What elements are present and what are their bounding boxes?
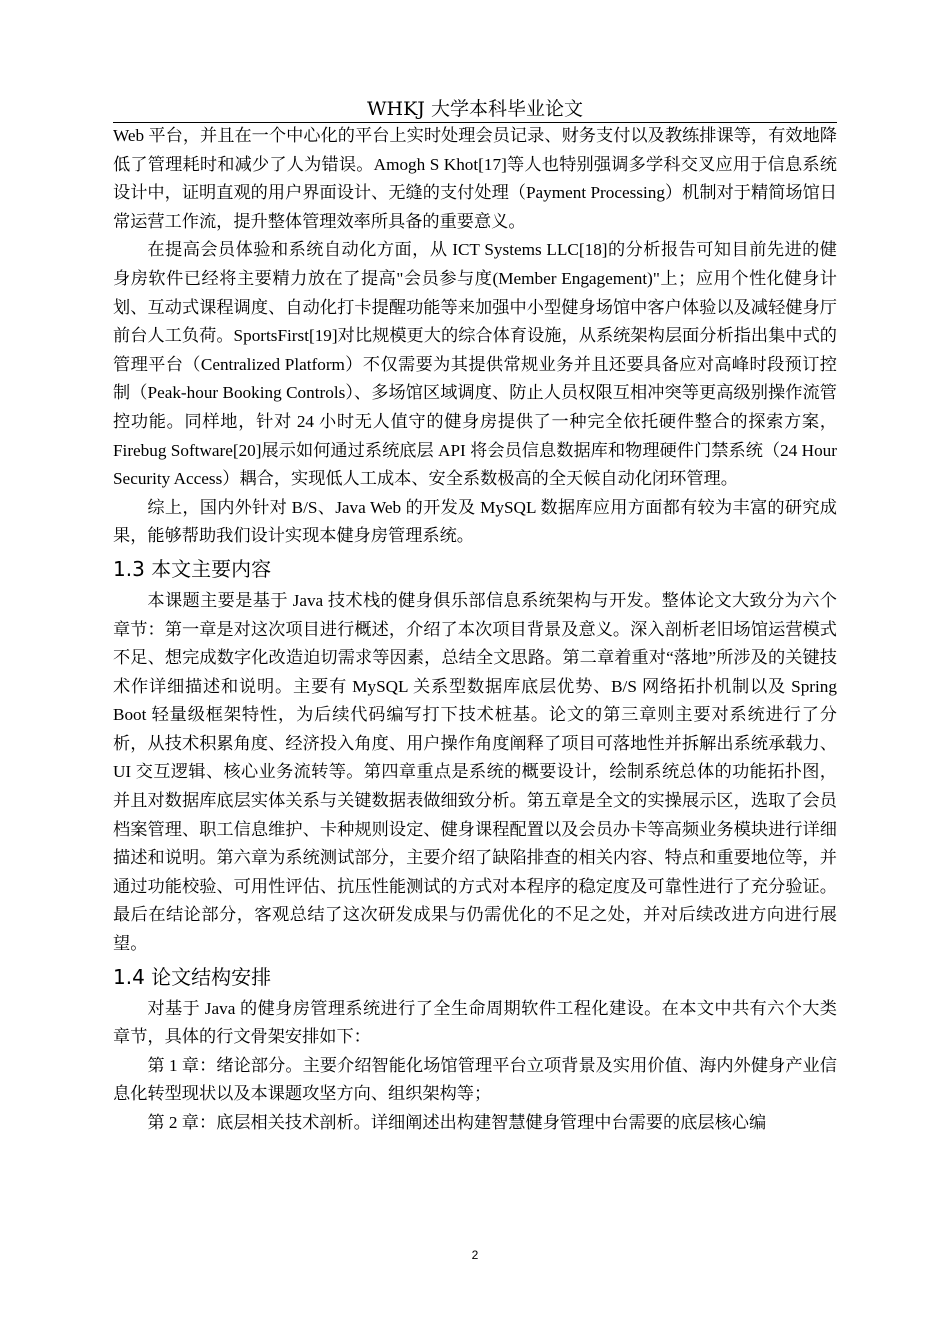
document-body — [113, 122, 837, 1138]
section-heading-1-4: 1.4 论文结构安排 — [113, 964, 272, 989]
paragraph-chapter-1: 第 1 章：绪论部分。主要介绍智能化场馆管理平台立项背景及实用价值、海内外健身产业信息化转型现状以及本课题攻坚方向、组织架构等； — [113, 1055, 837, 1104]
page-header: WHKJ 大学本科毕业论文 — [113, 96, 837, 123]
paragraph-summary: 综上，国内外针对 B/S、Java Web 的开发及 MySQL 数据库应用方面都有较为丰富的研究成果，能够帮助我们设计实现本健身房管理系统。 — [113, 497, 837, 546]
paragraph-member-experience: 在提高会员体验和系统自动化方面，从 ICT Systems LLC[18]的分析报告可知目前先进的健身房软件已经将主要精力放在了提高"会员参与度(Member Engagement)"上；应用个性化健身计划、互动式课程调度、自动化打卡提醒功能等来加强中小型健身场馆中客户体验以及减轻健身厅前台人工负荷。SportsFirst[19]对比规模更大的综合体育设施，从系统架构层面分析指出集中式的管理平台（Centralized Platform）不仅需要为其提供常规业务并且还要具备应对高峰时段预订控制（Peak-hour Booking Controls）、多场馆区域调度、防止人员权限互相冲突等更高级别操作流管控功能。同样地，针对 24 小时无人值守的健身房提供了一种完全依托硬件整合的探索方案，Firebug Software[20]展示如何通过系统底层 API 将会员信息数据库和物理硬件门禁系统（24 Hour Security Access）耦合，实现低人工成本、安全系数极高的全天候自动化闭环管理。 — [113, 240, 837, 489]
paragraph-chapter-2: 第 2 章：底层相关技术剖析。详细阐述出构建智慧健身管理中台需要的底层核心编 — [147, 1113, 767, 1132]
paragraph-main-content: 本课题主要是基于 Java 技术栈的健身俱乐部信息系统架构与开发。整体论文大致分为六个章节：第一章是对这次项目进行概述，介绍了本次项目背景及意义。深入剖析老旧场馆运营模式不足、想完成数字化改造迫切需求等因素，总结全文思路。第二章着重对“落地”所涉及的关键技术作详细描述和说明。主要有 MySQL 关系型数据库底层优势、B/S 网络拓扑机制以及 Spring Boot 轻量级框架特性，为后续代码编写打下技术桩基。论文的第三章则主要对系统进行了分析，从技术积累角度、经济投入角度、用户操作角度阐释了项目可落地性并拆解出系统承载力、UI 交互逻辑、核心业务流转等。第四章重点是系统的概要设计，绘制系统总体的功能拓扑图，并且对数据库底层实体关系与关键数据表做细致分析。第五章是全文的实操展示区，选取了会员档案管理、职工信息维护、卡种规则设定、健身课程配置以及会员办卡等高频业务模块进行详细描述和说明。第六章为系统测试部分，主要介绍了缺陷排查的相关内容、特点和重要地位等，并通过功能校验、可用性评估、抗压性能测试的方式对本程序的稳定度及可靠性进行了充分验证。最后在结论部分，客观总结了这次研发成果与仍需优化的不足之处，并对后续改进方向进行展望。 — [113, 590, 837, 954]
paragraph-continued: Web 平台，并且在一个中心化的平台上实时处理会员记录、财务支付以及教练排课等，有效地降低了管理耗时和减少了人为错误。Amogh S Khot[17]等人也特别强调多学科交叉应用于信息系统设计中，证明直观的用户界面设计、无缝的支付处理（Payment Processing）机制对于精简场馆日常运营工作流，提升整体管理效率所具备的重要意义。 — [113, 126, 837, 231]
paragraph-structure-intro: 对基于 Java 的健身房管理系统进行了全生命周期软件工程化建设。在本文中共有六个大类章节，具体的行文骨架安排如下： — [113, 998, 837, 1047]
page-number: 2 — [471, 1248, 479, 1262]
section-heading-1-3: 1.3 本文主要内容 — [113, 556, 272, 581]
